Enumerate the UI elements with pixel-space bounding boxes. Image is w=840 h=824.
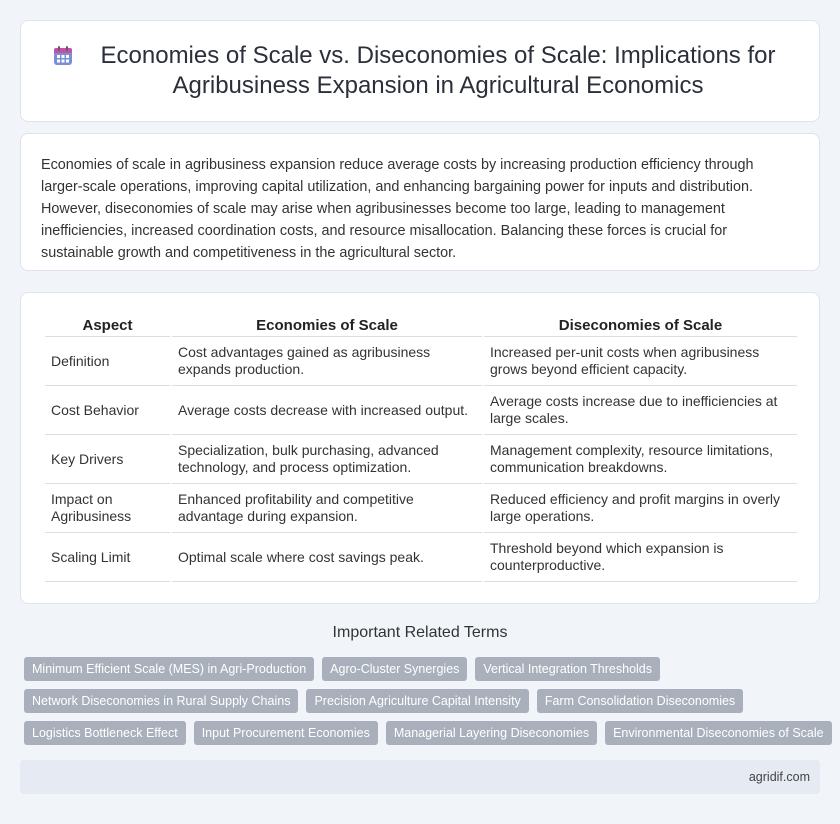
related-term-tag[interactable]: Agro-Cluster Synergies: [322, 657, 467, 681]
comparison-table: [43, 309, 799, 582]
related-term-tag[interactable]: Minimum Efficient Scale (MES) in Agri-Production: [24, 657, 314, 681]
related-terms-title: Important Related Terms: [332, 624, 508, 641]
cell-aspect: Cost Behavior: [45, 386, 170, 435]
related-term-tag[interactable]: Precision Agriculture Capital Intensity: [306, 689, 528, 713]
header-economies: Economies of Scale: [172, 309, 482, 337]
page-title: Economies of Scale vs. Diseconomies of Scale: Implications for Agribusiness Expansion in Agricultural Economics: [100, 42, 776, 99]
tag-row: [24, 721, 824, 745]
related-term-tag[interactable]: Managerial Layering Diseconomies: [386, 721, 597, 745]
cell-aspect: Impact on Agribusiness: [45, 484, 170, 533]
cell-economies: Enhanced profitability and competitive advantage during expansion.: [172, 484, 482, 533]
calendar-icon: [52, 45, 74, 72]
related-term-tag[interactable]: Vertical Integration Thresholds: [475, 657, 660, 681]
tag-row: [24, 657, 824, 681]
table-row: [45, 484, 797, 533]
cell-aspect: Scaling Limit: [45, 533, 170, 582]
related-term-tag[interactable]: Environmental Diseconomies of Scale: [605, 721, 832, 745]
header-aspect: Aspect: [45, 309, 170, 337]
cell-diseconomies: Average costs increase due to inefficiencies at large scales.: [484, 386, 797, 435]
tag-row: [24, 689, 824, 713]
cell-economies: Average costs decrease with increased output.: [172, 386, 482, 435]
table-row: [45, 386, 797, 435]
title-wrap: [52, 41, 788, 101]
footer-site-link[interactable]: agridif.com: [748, 770, 810, 784]
summary-card: [20, 133, 820, 271]
cell-diseconomies: Reduced efficiency and profit margins in overly large operations.: [484, 484, 797, 533]
footer: [20, 760, 820, 794]
related-term-tag[interactable]: Farm Consolidation Diseconomies: [537, 689, 743, 713]
comparison-table-card: [20, 292, 820, 604]
related-terms-list: [24, 657, 824, 753]
title-card: [20, 20, 820, 122]
related-term-tag[interactable]: Network Diseconomies in Rural Supply Chains: [24, 689, 298, 713]
cell-economies: Cost advantages gained as agribusiness expands production.: [172, 337, 482, 386]
header-diseconomies: Diseconomies of Scale: [484, 309, 797, 337]
table-row: [45, 533, 797, 582]
cell-diseconomies: Threshold beyond which expansion is counterproductive.: [484, 533, 797, 582]
table-row: [45, 337, 797, 386]
cell-economies: Optimal scale where cost savings peak.: [172, 533, 482, 582]
related-term-tag[interactable]: Input Procurement Economies: [194, 721, 378, 745]
table-row: [45, 435, 797, 484]
cell-diseconomies: Management complexity, resource limitations, communication breakdowns.: [484, 435, 797, 484]
cell-diseconomies: Increased per-unit costs when agribusiness grows beyond efficient capacity.: [484, 337, 797, 386]
cell-aspect: Key Drivers: [45, 435, 170, 484]
cell-aspect: Definition: [45, 337, 170, 386]
summary-text: Economies of scale in agribusiness expansion reduce average costs by increasing production efficiency through larger-scale operations, improving capital utilization, and enhancing bargaining power for inputs and distribution. However, diseconomies of scale may arise when agribusinesses become too large, leading to management inefficiencies, increased coordination costs, and resource misallocation. Balancing these forces is crucial for sustainable growth and competitiveness in the agricultural sector.: [41, 157, 754, 261]
cell-economies: Specialization, bulk purchasing, advanced technology, and process optimization.: [172, 435, 482, 484]
related-term-tag[interactable]: Logistics Bottleneck Effect: [24, 721, 186, 745]
table-header-row: [45, 309, 797, 337]
